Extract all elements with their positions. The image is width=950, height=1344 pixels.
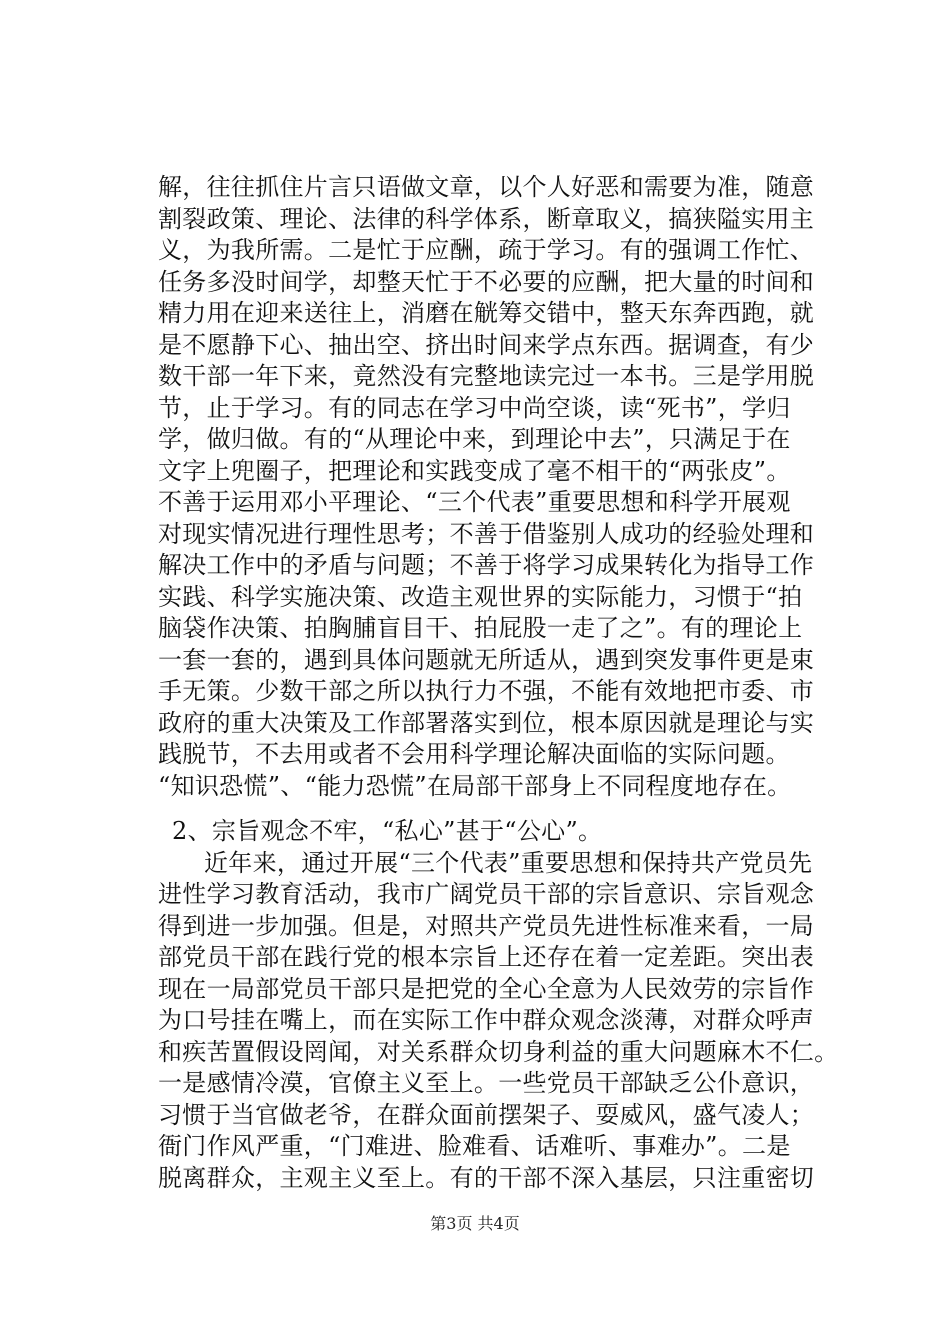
text-line: 习惯于当官做老爷，在群众面前摆架子、耍威风，盛气凌人；	[158, 1100, 815, 1129]
text-line: 得到进一步加强。但是，对照共产党员先进性标准来看，一局	[158, 911, 815, 940]
section-2	[158, 816, 839, 1194]
text-line: 节，止于学习。有的同志在学习中尚空谈，读“死书”，学归	[158, 393, 791, 422]
text-line: 衙门作风严重，“门难进、脸难看、话难听、事难办”。二是	[158, 1132, 791, 1160]
paragraph-continued	[158, 172, 815, 802]
text-line: 现在一局部党员干部只是把党的全心全意为人民效劳的宗旨作	[158, 974, 815, 1003]
text-line: 解，往往抓住片言只语做文章，以个人好恶和需要为准，随意	[158, 173, 815, 201]
text-line: 一是感情冷漠，官僚主义至上。一些党员干部缺乏公仆意识，	[158, 1069, 815, 1097]
text-line: 脑袋作决策、拍胸脯盲目干、拍屁股一走了之”。有的理论上	[158, 614, 803, 642]
text-line: 任务多没时间学，却整天忙于不必要的应酬，把大量的时间和	[158, 267, 815, 296]
page-number: 第3页 共4页	[430, 1214, 520, 1233]
text-line: 不善于运用邓小平理论、“三个代表”重要思想和科学开展观	[158, 488, 791, 516]
text-line: 脱离群众，主观主义至上。有的干部不深入基层，只注重密切	[158, 1163, 815, 1192]
text-line: 是不愿静下心、抽出空、挤出时间来学点东西。据调查，有少	[158, 330, 815, 359]
text-line: 手无策。少数干部之所以执行力不强，不能有效地把市委、市	[158, 677, 815, 705]
text-line: “知识恐慌”、“能力恐慌”在局部干部身上不同程度地存在。	[158, 771, 792, 800]
text-line: 践脱节，不去用或者不会用科学理论解决面临的实际问题。	[158, 740, 790, 768]
text-line: 学，做归做。有的“从理论中来，到理论中去”，只满足于在	[158, 425, 791, 453]
text-line: 实践、科学实施决策、改造主观世界的实际能力，习惯于“拍	[158, 582, 803, 611]
text-line: 数干部一年下来，竟然没有完整地读完过一本书。三是学用脱	[158, 362, 815, 390]
text-line: 为口号挂在嘴上，而在实际工作中群众观念淡薄，对群众呼声	[158, 1006, 815, 1034]
section-heading: 2、宗旨观念不牢，“私心”甚于“公心”。	[172, 817, 603, 845]
text-line: 割裂政策、理论、法律的科学体系，断章取义，搞狭隘实用主	[158, 204, 815, 233]
text-line: 对现实情况进行理性思考；不善于借鉴别人成功的经验处理和	[158, 519, 815, 548]
text-line: 部党员干部在践行党的根本宗旨上还存在着一定差距。突出表	[158, 943, 815, 971]
text-line: 和疾苦置假设罔闻，对关系群众切身利益的重大问题麻木不仁。	[158, 1037, 839, 1066]
text-line: 一套一套的，遇到具体问题就无所适从，遇到突发事件更是束	[158, 645, 815, 674]
text-line: 进性学习教育活动，我市广阔党员干部的宗旨意识、宗旨观念	[158, 880, 815, 908]
text-line: 精力用在迎来送往上，消磨在觥筹交错中，整天东奔西跑，就	[158, 299, 815, 327]
text-line: 近年来，通过开展“三个代表”重要思想和保持共产党员先	[204, 848, 813, 877]
text-line: 义，为我所需。二是忙于应酬，疏于学习。有的强调工作忙、	[158, 236, 815, 264]
text-line: 政府的重大决策及工作部署落实到位，根本原因就是理论与实	[158, 708, 815, 737]
text-line: 解决工作中的矛盾与问题；不善于将学习成果转化为指导工作	[158, 551, 815, 579]
text-line: 文字上兜圈子，把理论和实践变成了毫不相干的“两张皮”。	[158, 456, 791, 485]
